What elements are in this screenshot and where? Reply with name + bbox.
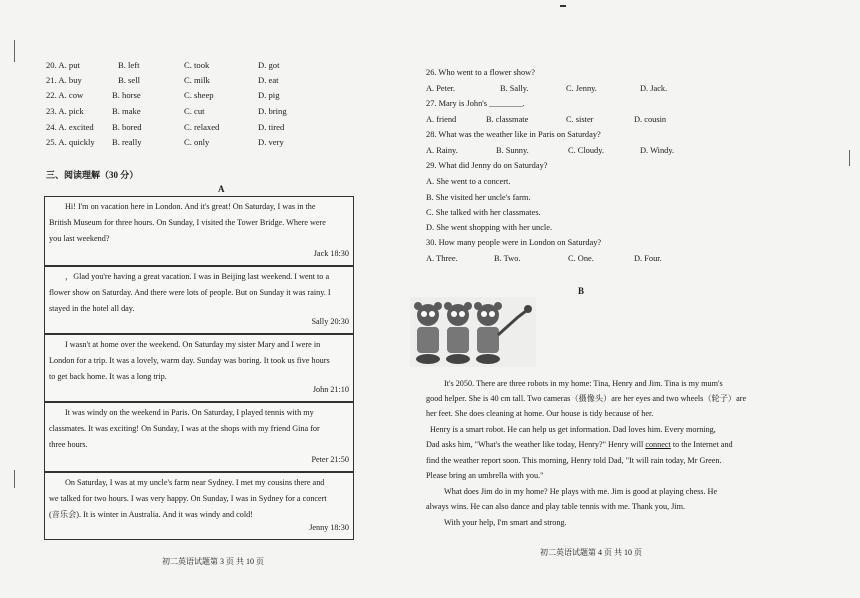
passage-line: Henry is a smart robot. He can help us get information. Dad loves him. Every morning, — [430, 425, 716, 434]
robots-image — [410, 297, 536, 367]
question-28: 28. What was the weather like in Paris on Saturday? — [426, 130, 601, 139]
option: A. Three. — [426, 254, 458, 263]
post-signature: Peter 21:50 — [311, 455, 349, 464]
post-line: stayed in the hotel all day. — [49, 304, 135, 313]
option: D. cousin — [634, 115, 667, 124]
post-line: ，Glad you're having a great vacation. I was in Beijing last weekend. I went to a — [65, 272, 330, 281]
passage-line: What does Jim do in my home? He plays with me. Jim is good at playing chess. He — [444, 487, 718, 496]
post-line: you last weekend? — [49, 234, 110, 243]
post-line: London for a trip. It was a lovely, warm day. Sunday was boring. It took us five hours — [49, 356, 330, 365]
option: C. Cloudy. — [568, 146, 604, 155]
underlined-word: connect — [645, 440, 671, 449]
post-line: (音乐会). It is winter in Australia. And it was windy and cold! — [49, 510, 253, 519]
question-27: 27. Mary is John's ________. — [426, 99, 525, 108]
post-line: classmates. It was exciting! On Sunday, I was at the shops with my friend Gina for — [49, 424, 320, 433]
post-line: On Saturday, I was at my uncle's farm near Sydney. I met my cousins there and — [65, 478, 325, 487]
passage-line: always wins. He can also dance and play table tennis with me. Thank you, Jim. — [426, 502, 686, 511]
post-line: I wasn't at home over the weekend. On Saturday my sister Mary and I were in — [65, 340, 321, 349]
option: B. Two. — [494, 254, 521, 263]
option: B. She visited her uncle's farm. — [426, 193, 531, 202]
post-line: It was windy on the weekend in Paris. On Saturday, I played tennis with my — [65, 408, 314, 417]
passage-line: good helper. She is 40 cm tall. Two cameras（摄像头）are her eyes and two wheels（轮子）are — [426, 394, 747, 403]
option: A. She went to a concert. — [426, 177, 511, 186]
post-signature: Sally 20:30 — [311, 317, 349, 326]
option: B. Sunny. — [496, 146, 529, 155]
passage-line: It's 2050. There are three robots in my home: Tina, Henry and Jim. Tina is my mum's — [444, 379, 723, 388]
post-line: flower show on Saturday. And there were lots of people. But on Sunday it was rainy. I — [49, 288, 331, 297]
post-signature: Jack 18:30 — [313, 249, 349, 258]
option: D. Jack. — [640, 84, 668, 93]
post-line: we talked for two hours. I was very happy. On Sunday, I was in Sydney for a concert — [49, 494, 327, 503]
option: C. She talked with her classmates. — [426, 208, 541, 217]
post-signature: John 21:10 — [312, 385, 349, 394]
question-26: 26. Who went to a flower show? — [426, 68, 535, 77]
option: D. She went shopping with her uncle. — [426, 223, 553, 232]
passage-letter-b: B — [578, 286, 585, 296]
option: C. One. — [568, 254, 594, 263]
post-line: three hours. — [49, 440, 88, 449]
page-footer: 初二英语试题第 3 页 共 10 页 — [162, 557, 264, 566]
option: D. Four. — [634, 254, 662, 263]
passage-line: Please bring an umbrella with you." — [426, 471, 544, 480]
passage-letter-a: A — [218, 184, 225, 194]
option: A. friend — [426, 115, 457, 124]
question-30: 30. How many people were in London on Saturday? — [426, 238, 602, 247]
option: A. Rainy. — [426, 146, 458, 155]
post-signature: Jenny 18:30 — [309, 523, 349, 532]
post-line: to get back home. It was a long trip. — [49, 372, 167, 381]
option: D. Windy. — [640, 146, 675, 155]
passage-line: With your help, I'm smart and strong. — [444, 518, 567, 527]
passage-line: Dad asks him, "What's the weather like today, Henry?" Henry will connect to the Internet and — [426, 440, 733, 449]
option: B. classmate — [486, 115, 529, 124]
section-title: 三、阅读理解（30 分） — [46, 170, 139, 180]
post-line: British Museum for three hours. On Sunday, I visited the Tower Bridge. Where were — [49, 218, 326, 227]
option: A. Peter. — [426, 84, 456, 93]
passage-line: her feet. She does cleaning at home. Our house is tidy because of her. — [426, 409, 654, 418]
option: C. Jenny. — [566, 84, 597, 93]
passage-line: find the weather report soon. This morning, Henry told Dad, "It will rain today, Mr Green. — [426, 456, 722, 465]
question-29: 29. What did Jenny do on Saturday? — [426, 161, 548, 170]
post-line: Hi! I'm on vacation here in London. And it's great! On Saturday, I was in the — [65, 202, 316, 211]
option: B. Sally. — [500, 84, 529, 93]
left-page: 20. A. put B. left C. took D. got 21. A. buy B. sell C. milk D. eat 22. A. cow B. horse C. sheep D. pig 23. A. pick B. make C. cut D. bring 24. A. excited B. bored C. relaxed D. tired 25. A. quickly B. really C. only D. very 三、阅读理解（30 分） A Hi! I'm on vacation here in London. And it's great! On Saturday, I was in the British Museum for three hours. On Sunday, I visited the Tower Bridge. Where were you last weekend? Jack 18:30 ，Glad you're having a great vacation. I was in Beijing last weekend. I went to a flower show on Saturday. And there were lots of people. But on Sunday it was rainy. I stayed in the hotel all day. Sally 20:30 I wasn't at home over the weekend. On Saturday my sister Mary and I were in London for a trip. It was a lovely, warm day. Sunday was boring. It took us five hours to get back home. It was a long trip. John 21:10 It was windy on the weekend in Paris. On Saturday, I played tennis with my classmates. It was exciting! On Sunday, I was at the shops with my friend Gina for three hours. Peter 21:50 On Saturday, I was at my uncle's farm near Sydney. I met my cousins there and we talked for two hours. I was very happy. On Sunday, I was in Sydney for a concert (音乐会). It is winter in Australia. And it was windy and cold! Jenny 18:30 初二英语试题第 3 页 共 10 页 — [0, 0, 420, 598]
option: C. sister — [566, 115, 594, 124]
page-footer: 初二英语试题第 4 页 共 10 页 — [540, 548, 642, 557]
